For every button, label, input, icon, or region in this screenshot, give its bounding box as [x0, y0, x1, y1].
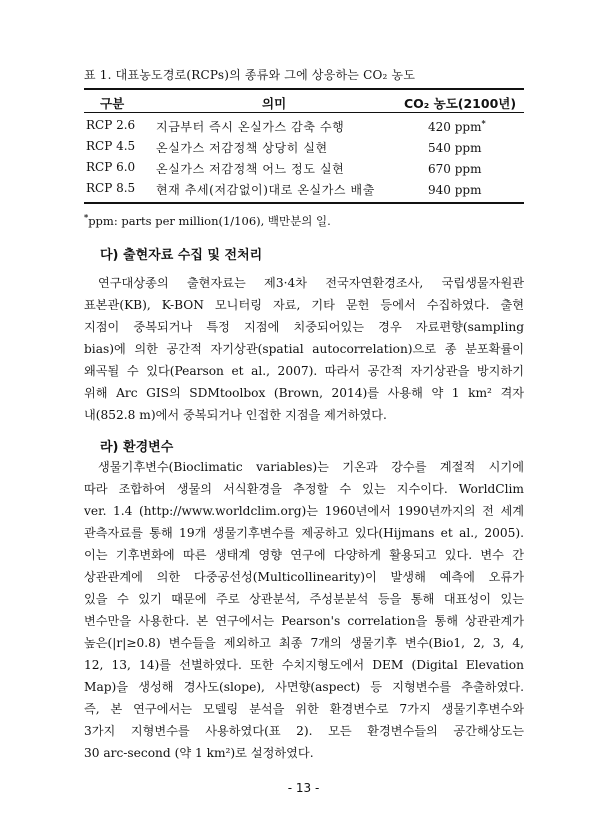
page-number: - 13 -	[287, 781, 320, 795]
paragraph-line: 30 arc-second (약 1 km²)로 설정하였다.	[84, 746, 314, 760]
footnote-marker: *	[481, 118, 486, 128]
rcp-name: RCP 4.5	[86, 139, 136, 153]
paragraph-line: 높은(|r|≥0.8) 변수들을 제외하고 최종 7개의 생물기후 변수(Bio1, 2, 3, 4,	[84, 636, 524, 650]
table-bottom-rule	[84, 202, 524, 204]
table-caption: 표 1. 대표농도경로(RCPs)의 종류와 그에 상응하는 CO₂ 농도	[84, 68, 416, 82]
table-footnote: *ppm: parts per million(1/106), 백만분의 일.	[84, 212, 331, 228]
rcp-concentration: 940 ppm	[428, 183, 482, 197]
rcp-name: RCP 8.5	[86, 181, 136, 195]
paragraph-line: 표본관(KB), K-BON 모니터링 자료, 기타 문헌 등에서 수집하였다. 출현	[84, 298, 524, 312]
table-header-rule	[84, 112, 524, 113]
paragraph-line: Map)을 생성해 경사도(slope), 사면향(aspect) 등 지형변수를 추출하였다.	[84, 680, 524, 694]
table-row	[0, 181, 607, 201]
table-row	[0, 139, 607, 159]
paragraph-line: 연구대상종의 출현자료는 제3·4차 전국자연환경조사, 국립생물자원관	[98, 276, 524, 290]
paragraph-line: ver. 1.4 (http://www.worldclim.org)는 1960년에서 1990년까지의 전 세계	[84, 504, 524, 518]
rcp-concentration: 670 ppm	[428, 162, 482, 176]
rcp-meaning: 온실가스 저감정책 어느 정도 실현	[156, 162, 345, 176]
rcp-meaning: 지금부터 즉시 온실가스 감축 수행	[156, 120, 345, 134]
paragraph-line: 즉, 본 연구에서는 모델링 분석을 위한 환경변수로 7가지 생물기후변수와	[84, 702, 524, 716]
rcp-name: RCP 6.0	[86, 160, 136, 174]
paragraph-line: 관측자료를 통해 19개 생물기후변수를 제공하고 있다(Hijmans et al., 2005).	[84, 526, 524, 540]
paragraph-line: 생물기후변수(Bioclimatic variables)는 기온과 강수를 계절적 시기에	[98, 460, 524, 474]
table-top-rule	[84, 88, 524, 90]
paragraph-line: 3가지 지형변수를 사용하였다(표 2). 모든 환경변수들의 공간해상도는	[84, 724, 524, 738]
section-heading-environment-variables: 라) 환경변수	[100, 440, 174, 455]
paragraph-line: 위해 Arc GIS의 SDMtoolbox (Brown, 2014)를 사용해 약 1 km² 격자	[84, 386, 524, 400]
paragraph-line: 지점이 중복되거나 특정 지점에 치중되어있는 경우 자료편향(sampling	[84, 320, 524, 334]
table-row	[0, 160, 607, 180]
header-concentration: CO₂ 농도(2100년)	[404, 96, 517, 111]
rcp-concentration: 420 ppm*	[428, 118, 486, 134]
rcp-meaning: 현재 추세(저감없이)대로 온실가스 배출	[156, 183, 375, 197]
table-row	[0, 118, 607, 138]
header-category: 구분	[100, 96, 125, 111]
rcp-name: RCP 2.6	[86, 118, 136, 132]
paragraph-line: 이는 기후변화에 따른 생태계 영향 연구에 다양하게 활용되고 있다. 변수 간	[84, 548, 524, 562]
section-heading-data-collection: 다) 출현자료 수집 및 전처리	[100, 248, 263, 263]
paragraph-line: 있을 수 있기 때문에 주로 상관분석, 주성분분석 등을 통해 대표성이 있는	[84, 592, 524, 606]
paragraph-line: 변수만을 사용한다. 본 연구에서는 Pearson's correlation을 통해 상관관계가	[84, 614, 524, 628]
rcp-meaning: 온실가스 저감정책 상당히 실현	[156, 141, 328, 155]
paragraph-line: 상관관계에 의한 다중공선성(Multicollinearity)이 발생해 예측에 오류가	[84, 570, 524, 584]
paragraph-line: 12, 13, 14)를 선별하였다. 또한 수치지형도에서 DEM (Digital Elevation	[84, 658, 524, 672]
rcp-concentration: 540 ppm	[428, 141, 482, 155]
paragraph-line: 내(852.8 m)에서 중복되거나 인접한 지점을 제거하였다.	[84, 408, 387, 422]
paragraph-line: 따라 조합하여 생물의 서식환경을 추정할 수 있는 지수이다. WorldClim	[84, 482, 524, 496]
paragraph-line: bias)에 의한 공간적 자기상관(spatial autocorrelation)으로 종 분포확률이	[84, 342, 524, 356]
paragraph-line: 왜곡될 수 있다(Pearson et al., 2007). 따라서 공간적 자기상관을 방지하기	[84, 364, 524, 378]
header-meaning: 의미	[262, 96, 287, 111]
